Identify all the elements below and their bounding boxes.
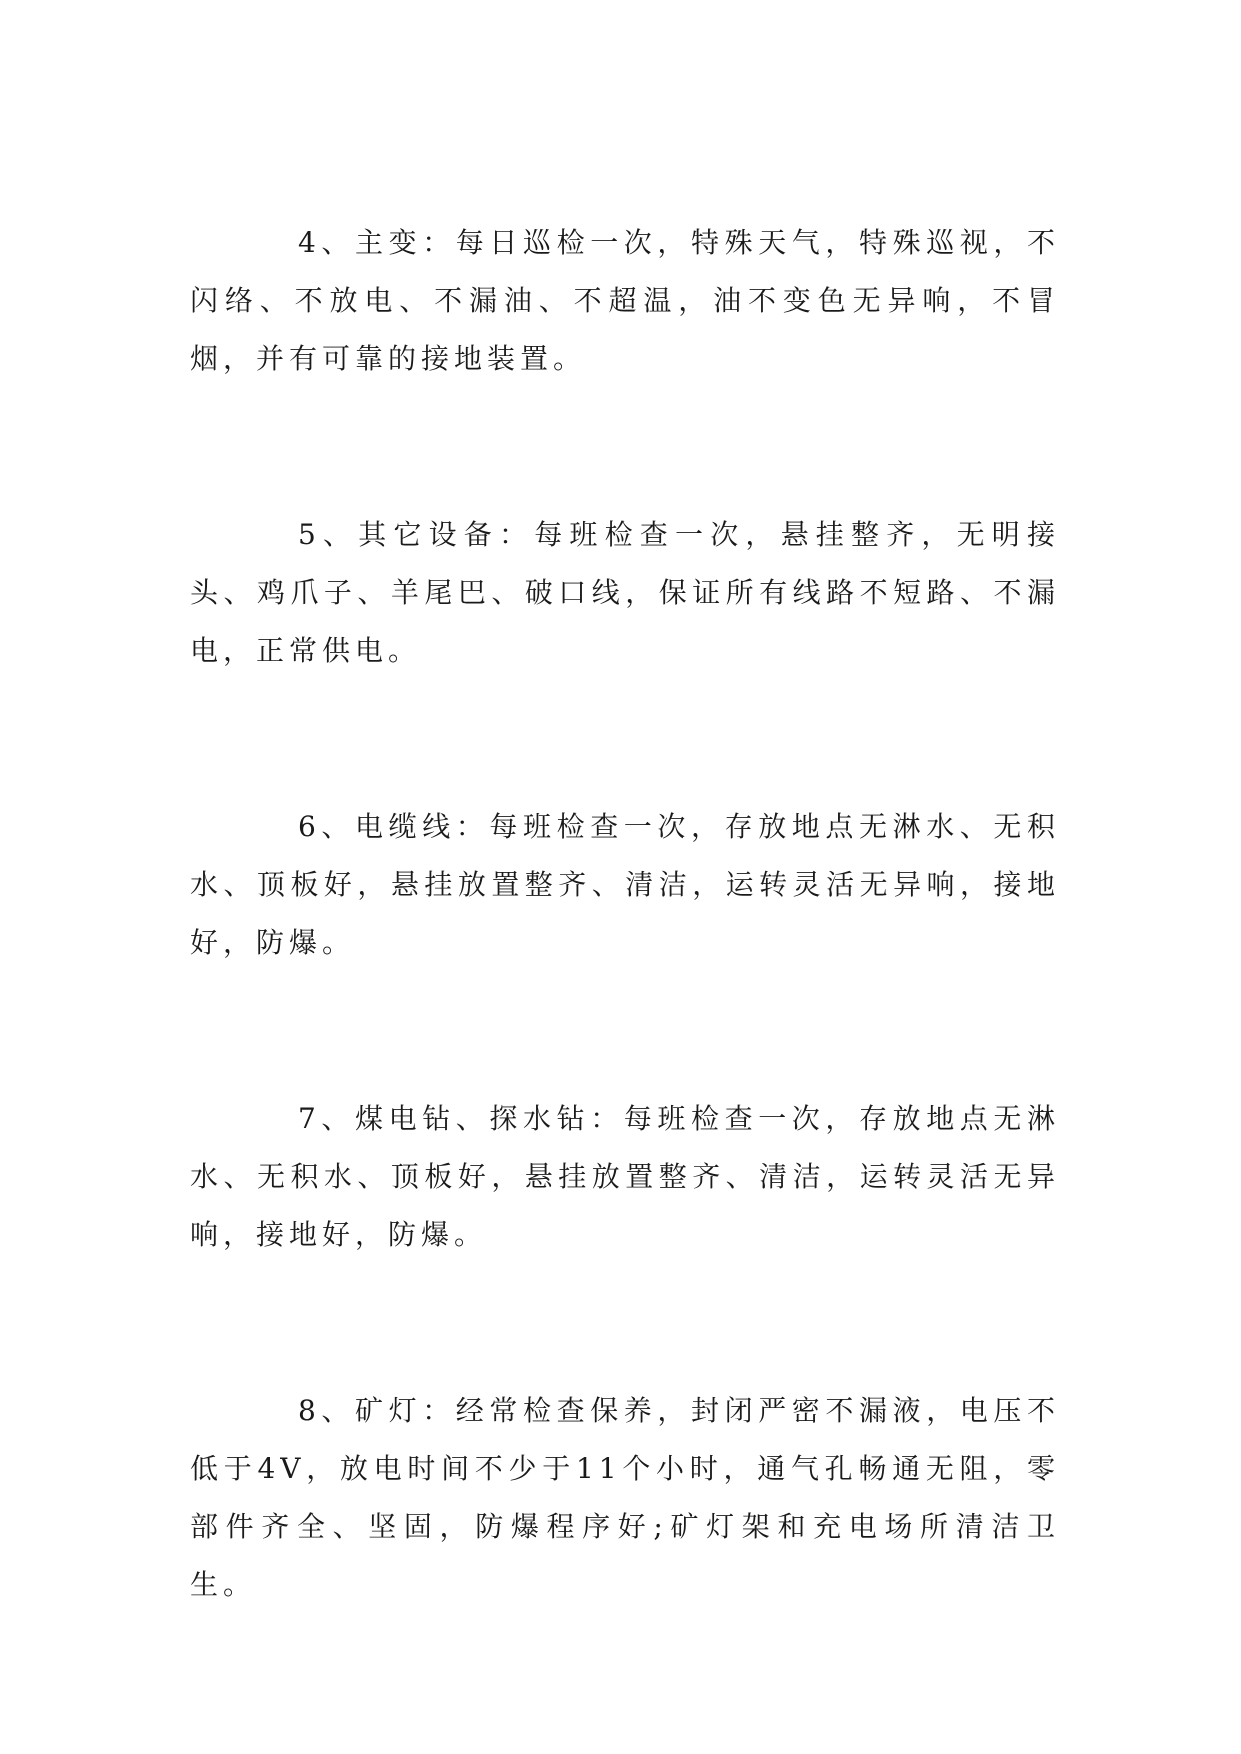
paragraph-main-transformer: 4、主变：每日巡检一次，特殊天气，特殊巡视，不闪络、不放电、不漏油、不超温，油不变色无异响，不冒烟，并有可靠的接地装置。 xyxy=(190,226,1060,375)
paragraph-mine-lamp: 8、矿灯：经常检查保养，封闭严密不漏液，电压不低于4V，放电时间不少于11个小时，通气孔畅通无阻，零部件齐全、坚固，防爆程序好;矿灯架和充电场所清洁卫生。 xyxy=(190,1394,1060,1601)
paragraph-electric-drill: 7、煤电钻、探水钻：每班检查一次，存放地点无淋水、无积水、顶板好，悬挂放置整齐、清洁，运转灵活无异响，接地好，防爆。 xyxy=(190,1102,1060,1251)
paragraph-cable: 6、电缆线：每班检查一次，存放地点无淋水、无积水、顶板好，悬挂放置整齐、清洁，运转灵活无异响，接地好，防爆。 xyxy=(190,810,1060,959)
paragraph-other-equipment: 5、其它设备：每班检查一次，悬挂整齐，无明接头、鸡爪子、羊尾巴、破口线，保证所有线路不短路、不漏电，正常供电。 xyxy=(190,518,1060,667)
